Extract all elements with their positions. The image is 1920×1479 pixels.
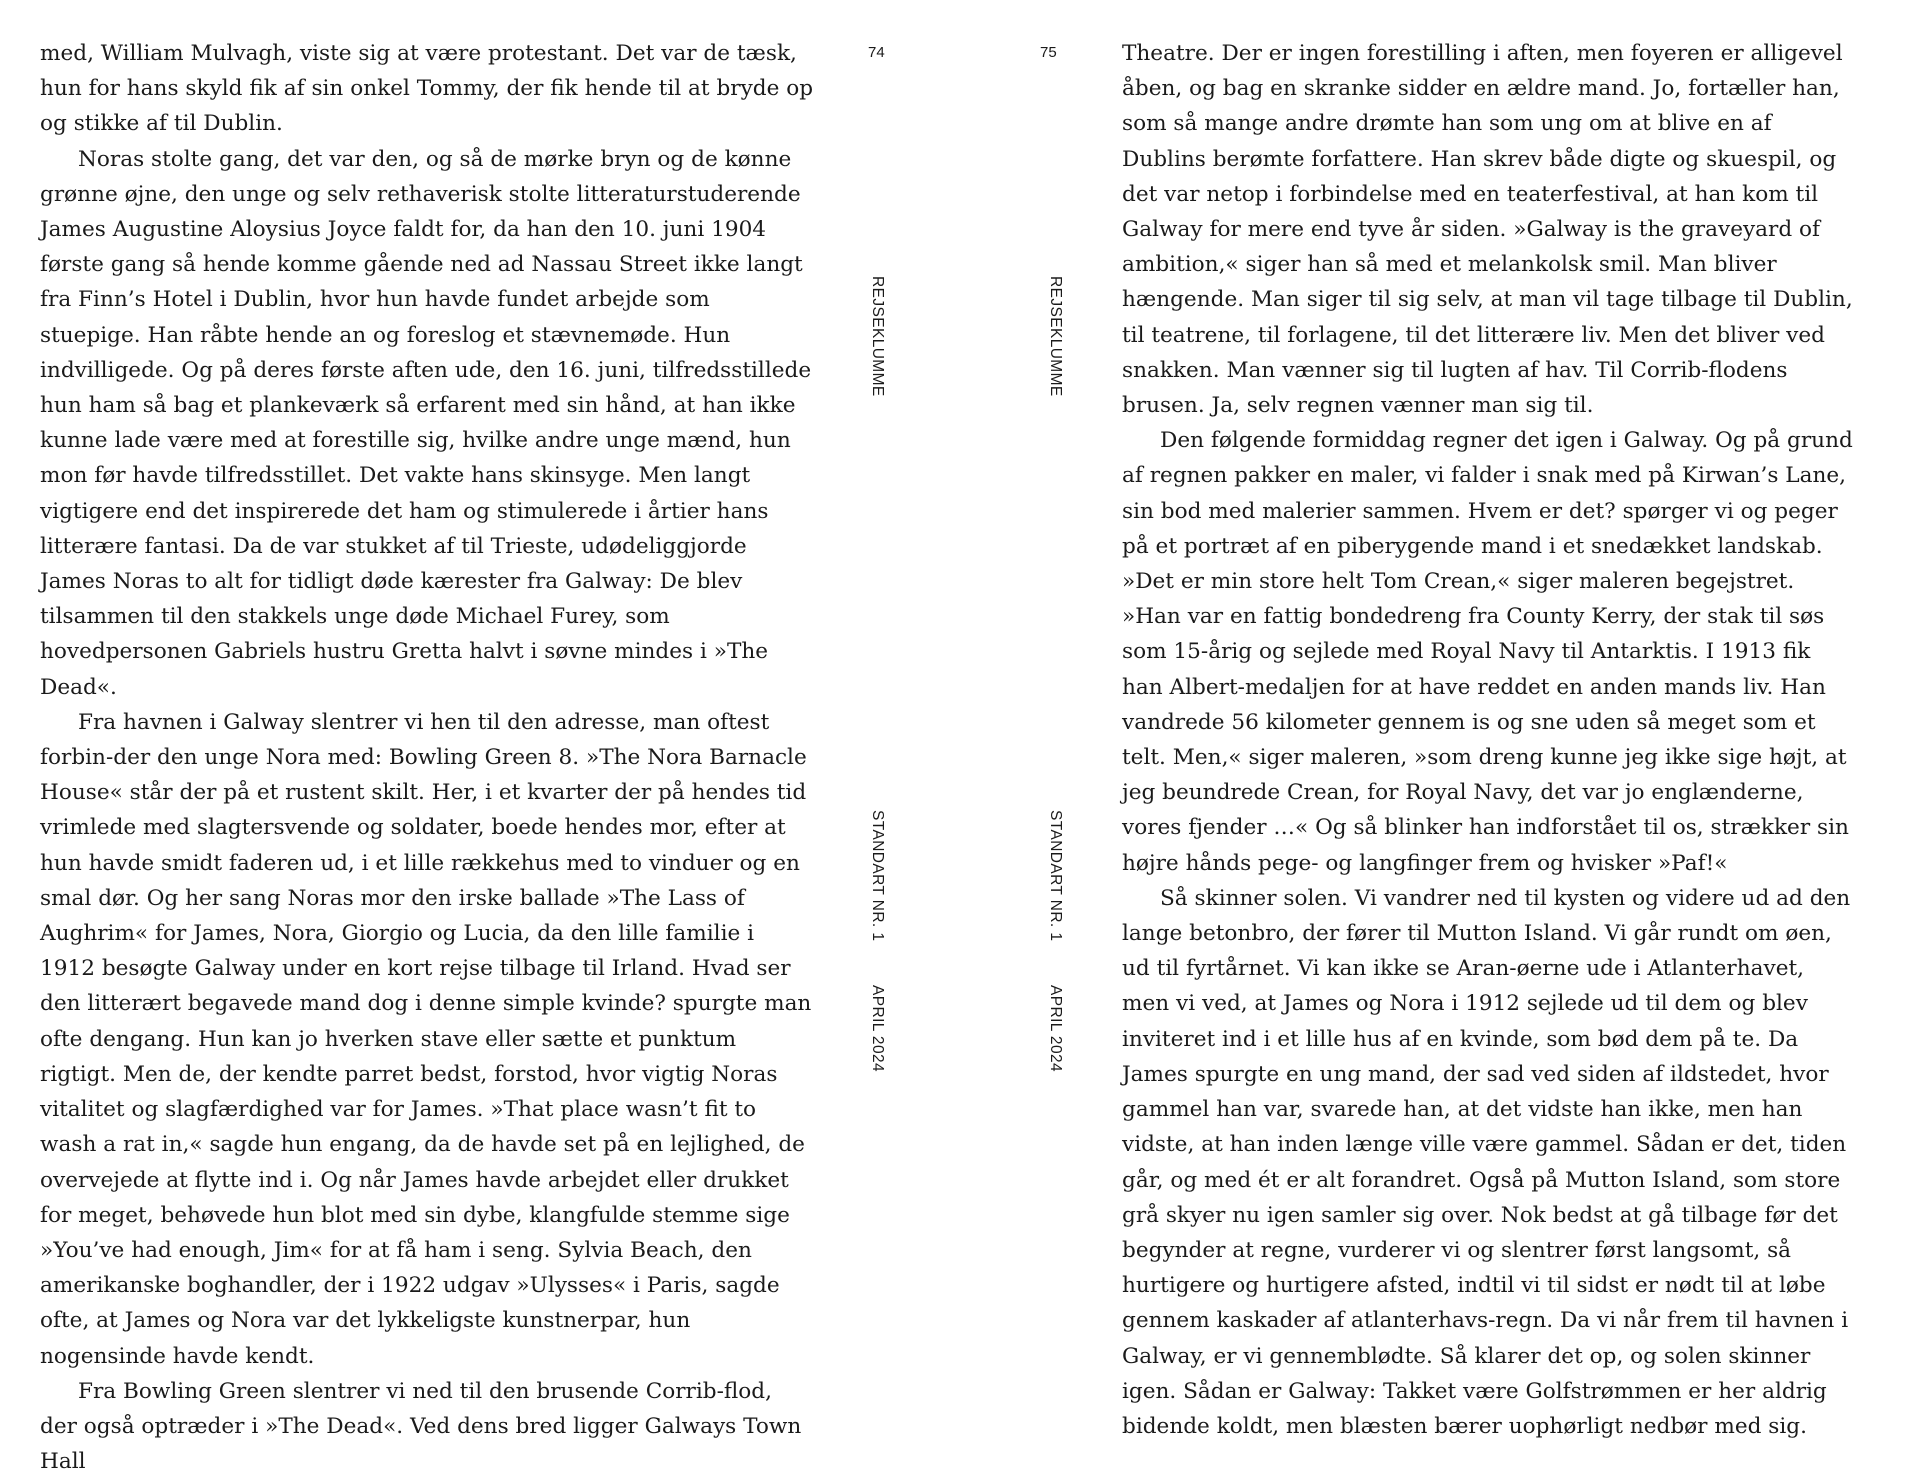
right-page-body-text xyxy=(1122,36,1857,1444)
paragraph: Så skinner solen. Vi vandrer ned til kysten og videre ud ad den lange betonbro, der fører til Mutton Island. Vi går rundt om øen, ud til fyrtårnet. Vi kan ikke se Aran-øerne ude i Atlanterhavet, men vi ved, at James og Nora i 1912 sejlede ud til dem og blev inviteret ind i et lille hus af en kvinde, som bød dem på te. Da James spurgte en ung mand, der sad ved siden af ildstedet, hvor gammel han var, svarede han, at det vidste han ikke, men han vidste, at han inden længe ville være gammel. Sådan er det, tiden går, og med ét er alt forandret. Også på Mutton Island, som store grå skyer nu igen samler sig over. Nok bedst at gå tilbage før det begynder at regne, vurderer vi og slentrer først langsomt, så hurtigere og hurtigere afsted, indtil vi til sidst er nødt til at løbe gennem kaskader af atlanterhavs-regn. Da vi når frem til havnen i Galway, er vi gennemblødte. Så klarer det op, og solen skinner igen. Sådan er Galway: Takket være Golfstrømmen er her aldrig bidende koldt, men blæsten bærer uophørligt nedbør med sig. xyxy=(1122,885,1851,1439)
paragraph: Noras stolte gang, det var den, og så de mørke bryn og de kønne grønne øjne, den unge og selv rethaverisk stolte litteraturstuderende James Augustine Aloysius Joyce faldt for, da han den 10. juni 1904 første gang så hende komme gående ned ad Nassau Street ikke langt fra Finn’s Hotel i Dublin, hvor hun havde fundet arbejde som stuepige. Han råbte hende an og foreslog et stævnemøde. Hun indvilligede. Og på deres første aften ude, den 16. juni, tilfredsstillede hun ham så bag et plankeværk så erfarent med sin hånd, at han ikke kunne lade være med at forestille sig, hvilke andre unge mænd, hun mon før havde tilfredsstillet. Det vakte hans skinsyge. Men langt vigtigere end det inspirerede det ham og stimulerede i årtier hans litterære fantasi. Da de var stukket af til Trieste, udødeliggjorde James Noras to alt for tidligt døde kærester fra Galway: De blev tilsammen til den stakkels unge døde Michael Furey, som hovedpersonen Gabriels hustru Gretta halvt i søvne mindes i »The Dead«. xyxy=(40,146,812,700)
page-number: 75 xyxy=(1040,44,1057,61)
left-page xyxy=(0,0,960,1475)
paragraph: Fra Bowling Green slentrer vi ned til den brusende Corrib-flod, der også optræder i »The Dead«. Ved dens bred ligger Galways Town Hall xyxy=(40,1378,802,1475)
paragraph: Fra havnen i Galway slentrer vi hen til den adresse, man oftest forbin-der den unge Nora med: Bowling Green 8. »The Nora Barnacle House« står der på et rustent skilt. Her, i et kvarter der på hendes tid vrimlede med slagtersvende og soldater, boede hendes mor, efter at hun havde smidt faderen ud, i et lille rækkehus med to vinduer og en smal dør. Og her sang Noras mor den irske ballade »The Lass of Aughrim« for James, Nora, Giorgio og Lucia, da den lille familie i 1912 besøgte Galway under en kort rejse tilbage til Irland. Hvad ser den litterært begavede mand dog i denne simple kvinde? spurgte man ofte dengang. Hun kan jo hverken stave eller sætte et punktum rigtigt. Men de, der kendte parret bedst, forstod, hvor vigtig Noras vitalitet og slagfærdighed var for James. »That place wasn’t fit to wash a rat in,« sagde hun engang, da de havde set på en lejlighed, de overvejede at flytte ind i. Og når James havde arbejdet eller drukket for meget, behøvede hun blot med sin dybe, klangfulde stemme sige »You’ve had enough, Jim« for at få ham i seng. Sylvia Beach, den amerikanske boghandler, der i 1922 udgav »Ulysses« i Paris, sagde ofte, at James og Nora var det lykkeligste kunstnerpar, hun nogensinde havde kendt. xyxy=(40,709,812,1369)
date-label: APRIL 2024 xyxy=(1047,985,1064,1073)
issue-label: STANDART NR. 1 xyxy=(1047,810,1064,942)
right-page xyxy=(960,0,1920,1439)
paragraph: Den følgende formiddag regner det igen i Galway. Og på grund af regnen pakker en maler, vi falder i snak med på Kirwan’s Lane, sin bod med malerier sammen. Hvem er det? spørger vi og peger på et portræt af en piberygende mand i et snedækket landskab. »Det er min store helt Tom Crean,« siger maleren begejstret. »Han var en fattig bondedreng fra County Kerry, der stak til søs som 15-årig og sejlede med Royal Navy til Antarktis. I 1913 fik han Albert-medaljen for at have reddet en anden mands liv. Han vandrede 56 kilometer gennem is og sne uden så meget som et telt. Men,« siger maleren, »som dreng kunne jeg ikke sige højt, at jeg beundrede Crean, for Royal Navy, det var jo englænderne, vores fjender …« Og så blinker han indforstået til os, strækker sin højre hånds pege- og langfinger frem og hvisker »Paf!« xyxy=(1122,428,1853,876)
issue-label: STANDART NR. 1 xyxy=(869,810,886,942)
paragraph: med, William Mulvagh, viste sig at være protestant. Det var de tæsk, hun for hans skyld fik af sin onkel Tommy, der fik hende til at bryde op og stikke af til Dublin. xyxy=(40,41,814,137)
running-section-label: REJSEKLUMME xyxy=(1047,276,1064,397)
paragraph: Theatre. Der er ingen forestilling i aften, men foyeren er alligevel åben, og bag en skranke sidder en ældre mand. Jo, fortæller han, som så mange andre drømte han som ung om at blive en af Dublins berømte forfattere. Han skrev både digte og skuespil, og det var netop i forbindelse med en teaterfestival, at han kom til Galway for mere end tyve år siden. »Galway is the graveyard of ambition,« siger han så med et melankolsk smil. Man bliver hængende. Man siger til sig selv, at man vil tage tilbage til Dublin, til teatrene, til forlagene, til det litterære liv. Men det bliver ved snakken. Man vænner sig til lugten af hav. Til Corrib-flodens brusen. Ja, selv regnen vænner man sig til. xyxy=(1122,41,1853,419)
date-label: APRIL 2024 xyxy=(869,985,886,1073)
running-section-label: REJSEKLUMME xyxy=(869,276,886,397)
left-page-body-text xyxy=(40,36,815,1479)
page-number: 74 xyxy=(868,44,885,61)
